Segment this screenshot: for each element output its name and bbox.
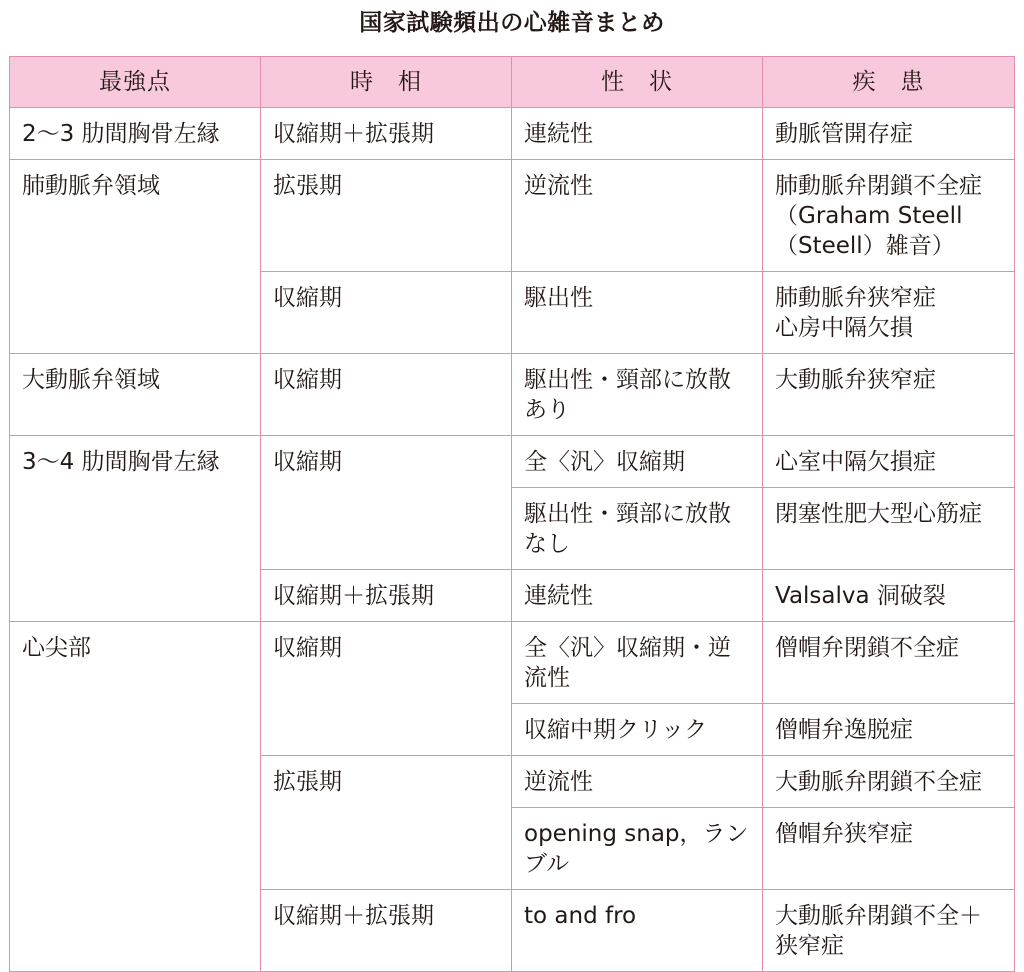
header-phase: 時 相: [261, 57, 512, 108]
disease-cell: 肺動脈弁閉鎖不全症 （Graham Steell （Steell）雑音）: [763, 160, 1015, 272]
header-disease: 疾 患: [763, 57, 1015, 108]
phase-cell: 収縮期: [261, 272, 512, 354]
page-title: 国家試験頻出の心雑音まとめ: [359, 10, 665, 36]
disease-cell: Valsalva 洞破裂: [763, 570, 1015, 622]
disease-cell: 大動脈弁閉鎖不全＋狭窄症: [763, 890, 1015, 972]
disease-cell: 僧帽弁閉鎖不全症: [763, 622, 1015, 704]
table-header-row: [10, 57, 1015, 108]
location-cell: 2～3 肋間胸骨左縁: [10, 108, 261, 160]
disease-cell: 僧帽弁逸脱症: [763, 704, 1015, 756]
character-cell: 駆出性: [512, 272, 763, 354]
phase-cell: 収縮期＋拡張期: [261, 108, 512, 160]
table-row: [10, 436, 1015, 488]
phase-cell: 拡張期: [261, 756, 512, 890]
character-cell: opening snap，ランブル: [512, 808, 763, 890]
phase-cell: 収縮期＋拡張期: [261, 890, 512, 972]
character-cell: 連続性: [512, 108, 763, 160]
disease-cell: 僧帽弁狭窄症: [763, 808, 1015, 890]
character-cell: 逆流性: [512, 160, 763, 272]
character-cell: 駆出性・頸部に放散あり: [512, 354, 763, 436]
phase-cell: 収縮期: [261, 354, 512, 436]
disease-cell: 閉塞性肥大型心筋症: [763, 488, 1015, 570]
disease-cell: 心室中隔欠損症: [763, 436, 1015, 488]
character-cell: 収縮中期クリック: [512, 704, 763, 756]
location-cell: 3～4 肋間胸骨左縁: [10, 436, 261, 622]
location-cell: 肺動脈弁領域: [10, 160, 261, 354]
character-cell: 全〈汎〉収縮期: [512, 436, 763, 488]
disease-cell: 大動脈弁狭窄症: [763, 354, 1015, 436]
table-row: [10, 108, 1015, 160]
disease-cell: 動脈管開存症: [763, 108, 1015, 160]
character-cell: 駆出性・頸部に放散なし: [512, 488, 763, 570]
table-row: [10, 622, 1015, 704]
character-cell: 全〈汎〉収縮期・逆流性: [512, 622, 763, 704]
table-row: [10, 160, 1015, 272]
disease-cell: 肺動脈弁狭窄症 心房中隔欠損: [763, 272, 1015, 354]
phase-cell: 収縮期: [261, 622, 512, 756]
table-row: [10, 354, 1015, 436]
character-cell: 逆流性: [512, 756, 763, 808]
phase-cell: 拡張期: [261, 160, 512, 272]
phase-cell: 収縮期: [261, 436, 512, 570]
header-character: 性 状: [512, 57, 763, 108]
phase-cell: 収縮期＋拡張期: [261, 570, 512, 622]
character-cell: 連続性: [512, 570, 763, 622]
character-cell: to and fro: [512, 890, 763, 972]
location-cell: 大動脈弁領域: [10, 354, 261, 436]
header-location: 最強点: [10, 57, 261, 108]
disease-cell: 大動脈弁閉鎖不全症: [763, 756, 1015, 808]
heart-murmur-table: [9, 56, 1015, 972]
location-cell: 心尖部: [10, 622, 261, 972]
